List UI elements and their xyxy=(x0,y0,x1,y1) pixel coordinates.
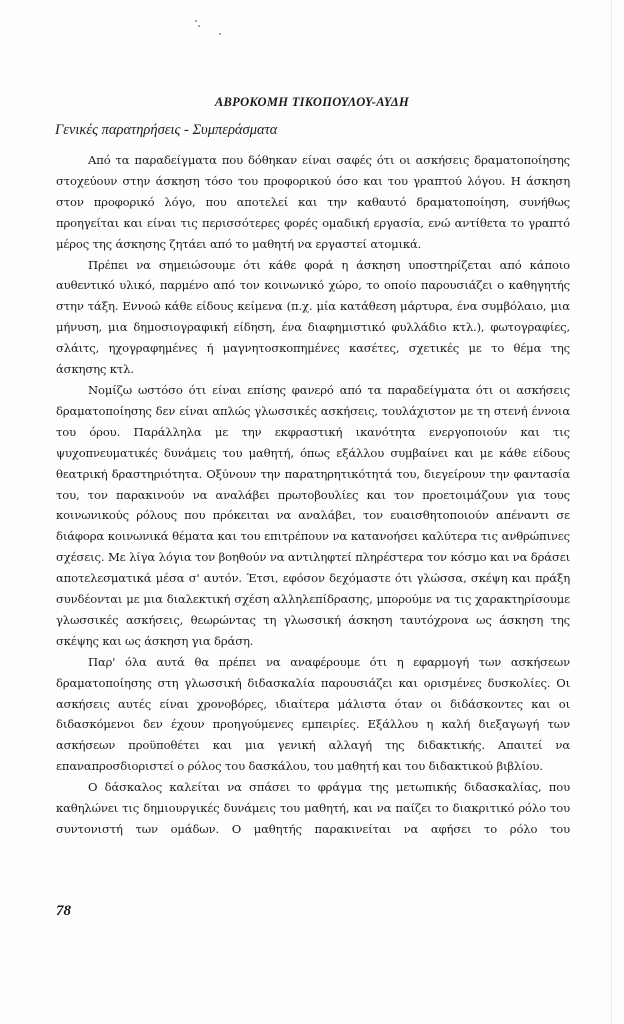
running-head: ΑΒΡΟΚΟΜΗ ΤΙΚΟΠΟΥΛΟΥ-ΑΥΔΗ xyxy=(214,95,410,109)
scan-edge-line xyxy=(611,0,612,1024)
paragraph: Νομίζω ωστόσο ότι είναι επίσης φανερό από τα παραδείγματα ότι οι ασκήσεις δραματοποίησης δεν είναι απλώς γλωσσικές ασκήσεις, τουλάχιστον με τη στενή έννοια του όρου. Παράλληλα με την εκφραστική ικανότητα ενεργοποιούν και τις ψυχοπνευματικές δυνάμεις του μαθητή, όπως εξάλλου συμβαίνει και με κάθε είδους θεατρική δραστηριότητα. Οξύνουν την παρατηρητικότητά του, διεγείρουν την φαντασία του, τον παρακινούν να αναλάβει πρωτοβουλίες και τον προετοιμάζουν για τους κοινωνικούς ρόλους που πρόκειται να αναλάβει, τον ευαισθητοποιούν απέναντι σε διάφορα κοινωνικά θέματα και του επιτρέπουν να κατανοήσει καλύτερα τις ανθρώπινες σχέσεις. Με λίγα λόγια τον βοηθούν να αντιληφτεί πληρέστερα τον κόσμο και να δράσει αποτελεσματικά μέσα σ' αυτόν. Έτσι, εφόσον δεχόμαστε ότι γλώσσα, σκέψη και πράξη συνδέονται με μια διαλεκτική σχέση αλληλεπίδρασης, μπορούμε να τις χαρακτηρίσουμε γλωσσικές ασκήσεις, θεωρώντας τη γλωσσική άσκηση ταυτόχρονα ως άσκηση της σκέψης και ως άσκηση για δράση. xyxy=(56,382,570,648)
scan-speck xyxy=(198,25,200,27)
section-title: Γενικές παρατηρήσεις - Συμπεράσματα xyxy=(55,122,278,138)
paragraph: Από τα παραδείγματα που δόθηκαν είναι σαφές ότι οι ασκήσεις δραματοποίησης στοχεύουν στην άσκηση τόσο του προφορικού όσο και του γραπτού λόγου. Η άσκηση στον προφορικό λόγο, που αποτελεί και την καθαυτό δραματοποίηση, συνήθως προηγείται και είναι τις περισσότερες φορές ομαδική εργασία, ενώ αντίθετα το γραπτό μέρος της άσκησης ζητάει από το μαθητή να εργαστεί ατομικά. xyxy=(56,153,570,251)
scan-speck xyxy=(195,20,197,22)
scan-speck xyxy=(219,33,221,35)
paragraph: Παρ' όλα αυτά θα πρέπει να αναφέρουμε ότι η εφαρμογή των ασκήσεων δραματοποίησης στη γλωσσική διδασκαλία παρουσιάζει και ορισμένες δυσκολίες. Οι ασκήσεις αυτές είναι χρονοβόρες, ιδιαίτερα μάλιστα όταν οι διδάσκοντες και οι διδασκόμενοι δεν έχουν προηγούμενες εμπειρίες. Εξάλλου η καλή διεξαγωγή των ασκήσεων προϋποθέτει και μια γενική αλλαγή της διδακτικής. Απαιτεί να επαναπροσδιοριστεί ο ρόλος του δασκάλου, του μαθητή και του διδακτικού βιβλίου. xyxy=(56,654,570,774)
page-number: 78 xyxy=(56,903,71,919)
body-text xyxy=(56,150,570,840)
paragraph: Πρέπει να σημειώσουμε ότι κάθε φορά η άσκηση υποστηρίζεται από κάποιο αυθεντικό υλικό, παρμένο από τον κοινωνικό χώρο, το οποίο παρουσιάζει ο καθηγητής στην τάξη. Εννοώ κάθε είδους κείμενα (π.χ. μία κατάθεση μάρτυρα, ένα συμβόλαιο, μια μήνυση, μια δημοσιογραφική είδηση, ένα διαφημιστικό φυλλάδιο κτλ.), φωτογραφίες, σλάιτς, ηχογραφημένες ή μαγνητοσκοπημένες κασέτες, σχετικές με το θέμα της άσκησης κτλ. xyxy=(56,257,570,377)
paragraph: Ο δάσκαλος καλείται να σπάσει το φράγμα της μετωπικής διδασκαλίας, που καθηλώνει τις δημιουργικές δυνάμεις του μαθητή, και να παίζει το διακριτικό ρόλο του συντονιστή των ομάδων. Ο μαθητής παρακινείται να αφήσει το ρόλο του xyxy=(56,780,570,836)
